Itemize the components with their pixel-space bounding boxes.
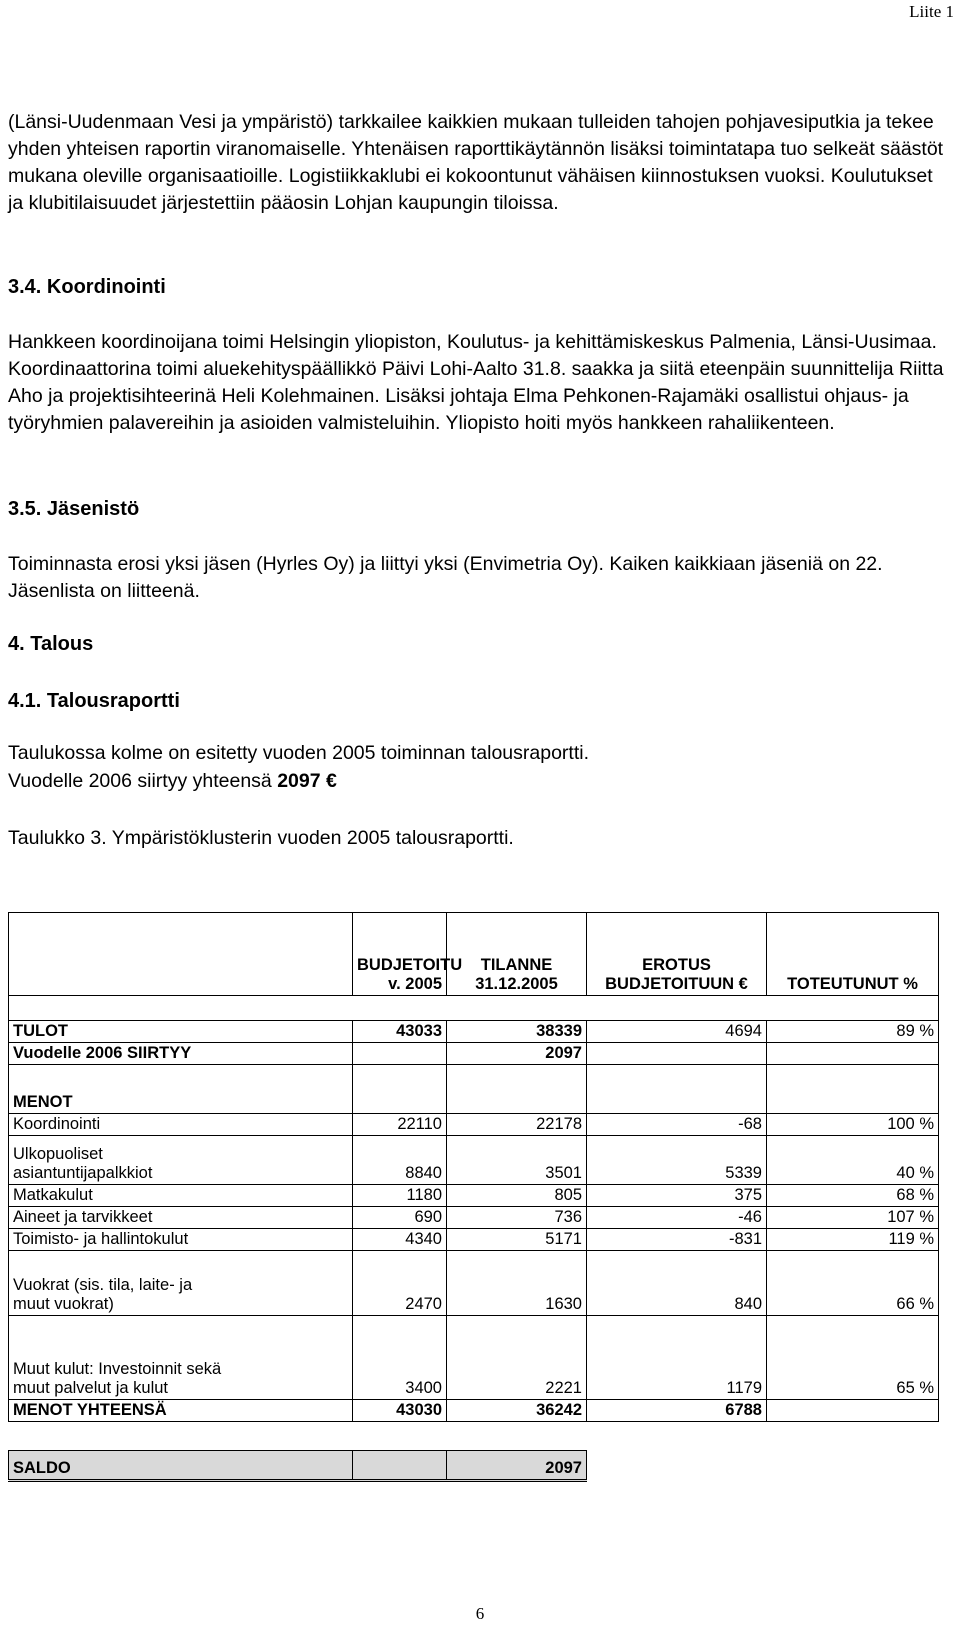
heading-3-5: 3.5. Jäsenistö: [8, 498, 140, 520]
table-header-row: [9, 913, 939, 996]
table-caption: Taulukko 3. Ympäristöklusterin vuoden 2005 talousraportti.: [8, 827, 514, 849]
heading-4-1: 4.1. Talousraportti: [8, 690, 180, 712]
table-row: Vuodelle 2006 SIIRTYY 2097: [9, 1043, 939, 1065]
financial-report-table: [8, 912, 939, 1482]
euro-symbol: €: [326, 770, 337, 792]
report-text-line1: Taulukossa kolme on esitetty vuoden 2005 toiminnan talousraportti.: [8, 742, 590, 764]
col-header-actual: TILANNE 31.12.2005: [447, 913, 587, 996]
report-text-prefix: Vuodelle 2006 siirtyy yhteensä: [8, 770, 278, 792]
table-row: Toimisto- ja hallintokulut 4340 5171 -831 119 %: [9, 1229, 939, 1251]
table-row: MENOT YHTEENSÄ 43030 36242 6788: [9, 1400, 939, 1422]
table-row: Koordinointi 22110 22178 -68 100 %: [9, 1114, 939, 1136]
heading-4: 4. Talous: [8, 633, 94, 655]
paragraph-coordination: Hankkeen koordinoijana toimi Helsingin yliopiston, Koulutus- ja kehittämiskeskus Palmenia, Länsi-Uusimaa. Koordinaattorina toimi aluekehityspäällikkö Päivi Lohi-Aalto 31.8. saakka ja siitä eteenpäin suunnittelija Riitta Aho ja projektisihteerinä Heli Kolehmainen. Lisäksi johtaja Elma Pehkonen-Rajamäki osallistui ohjaus- ja työryhmien palavereihin ja asioiden valmisteluihin. Yliopisto hoiti myös hankkeen rahaliikenteen.: [8, 331, 944, 434]
page-number: 6: [475, 1604, 485, 1623]
attachment-label: Liite 1: [909, 2, 954, 21]
heading-3-4: 3.4. Koordinointi: [8, 276, 166, 298]
table-row: Vuokrat (sis. tila, laite- ja muut vuokrat) 2470 1630 840 66 %: [9, 1251, 939, 1316]
col-header-realized: TOTEUTUNUT %: [767, 913, 939, 996]
col-header-difference: EROTUS BUDJETOITUUN €: [587, 913, 767, 996]
table-row: MENOT: [9, 1065, 939, 1114]
carryover-value: 2097: [277, 770, 321, 792]
table-row: Ulkopuoliset asiantuntijapalkkiot 8840 3501 5339 40 %: [9, 1136, 939, 1185]
table-row: Aineet ja tarvikkeet 690 736 -46 107 %: [9, 1207, 939, 1229]
table-row: SALDO 2097: [9, 1451, 939, 1481]
paragraph-membership: Toiminnasta erosi yksi jäsen (Hyrles Oy) ja liittyi yksi (Envimetria Oy). Kaiken kaikkiaan jäseniä on 22. Jäsenlista on liitteenä.: [8, 553, 883, 602]
table-row: TULOT 43033 38339 4694 89 %: [9, 1021, 939, 1043]
table-row: Matkakulut 1180 805 375 68 %: [9, 1185, 939, 1207]
paragraph-intro: (Länsi-Uudenmaan Vesi ja ympäristö) tarkkailee kaikkien mukaan tulleiden tahojen pohjavesiputkia ja tekee yhden yhteisen raportin viranomaiselle. Yhtenäisen raporttikäytännön lisäksi toimintatapa tuo selkeät säästöt mukana oleville organisaatioille. Logistiikkaklubi ei kokoontunut vähäisen kiinnostuksen vuoksi. Koulutukset ja klubitilaisuudet järjestettiin pääosin Lohjan kaupungin tiloissa.: [8, 111, 944, 214]
report-text-line2: [8, 770, 337, 793]
table-row: Muut kulut: Investoinnit sekä muut palvelut ja kulut 3400 2221 1179 65 %: [9, 1316, 939, 1400]
col-header-budget: BUDJETOITU v. 2005: [353, 913, 447, 996]
